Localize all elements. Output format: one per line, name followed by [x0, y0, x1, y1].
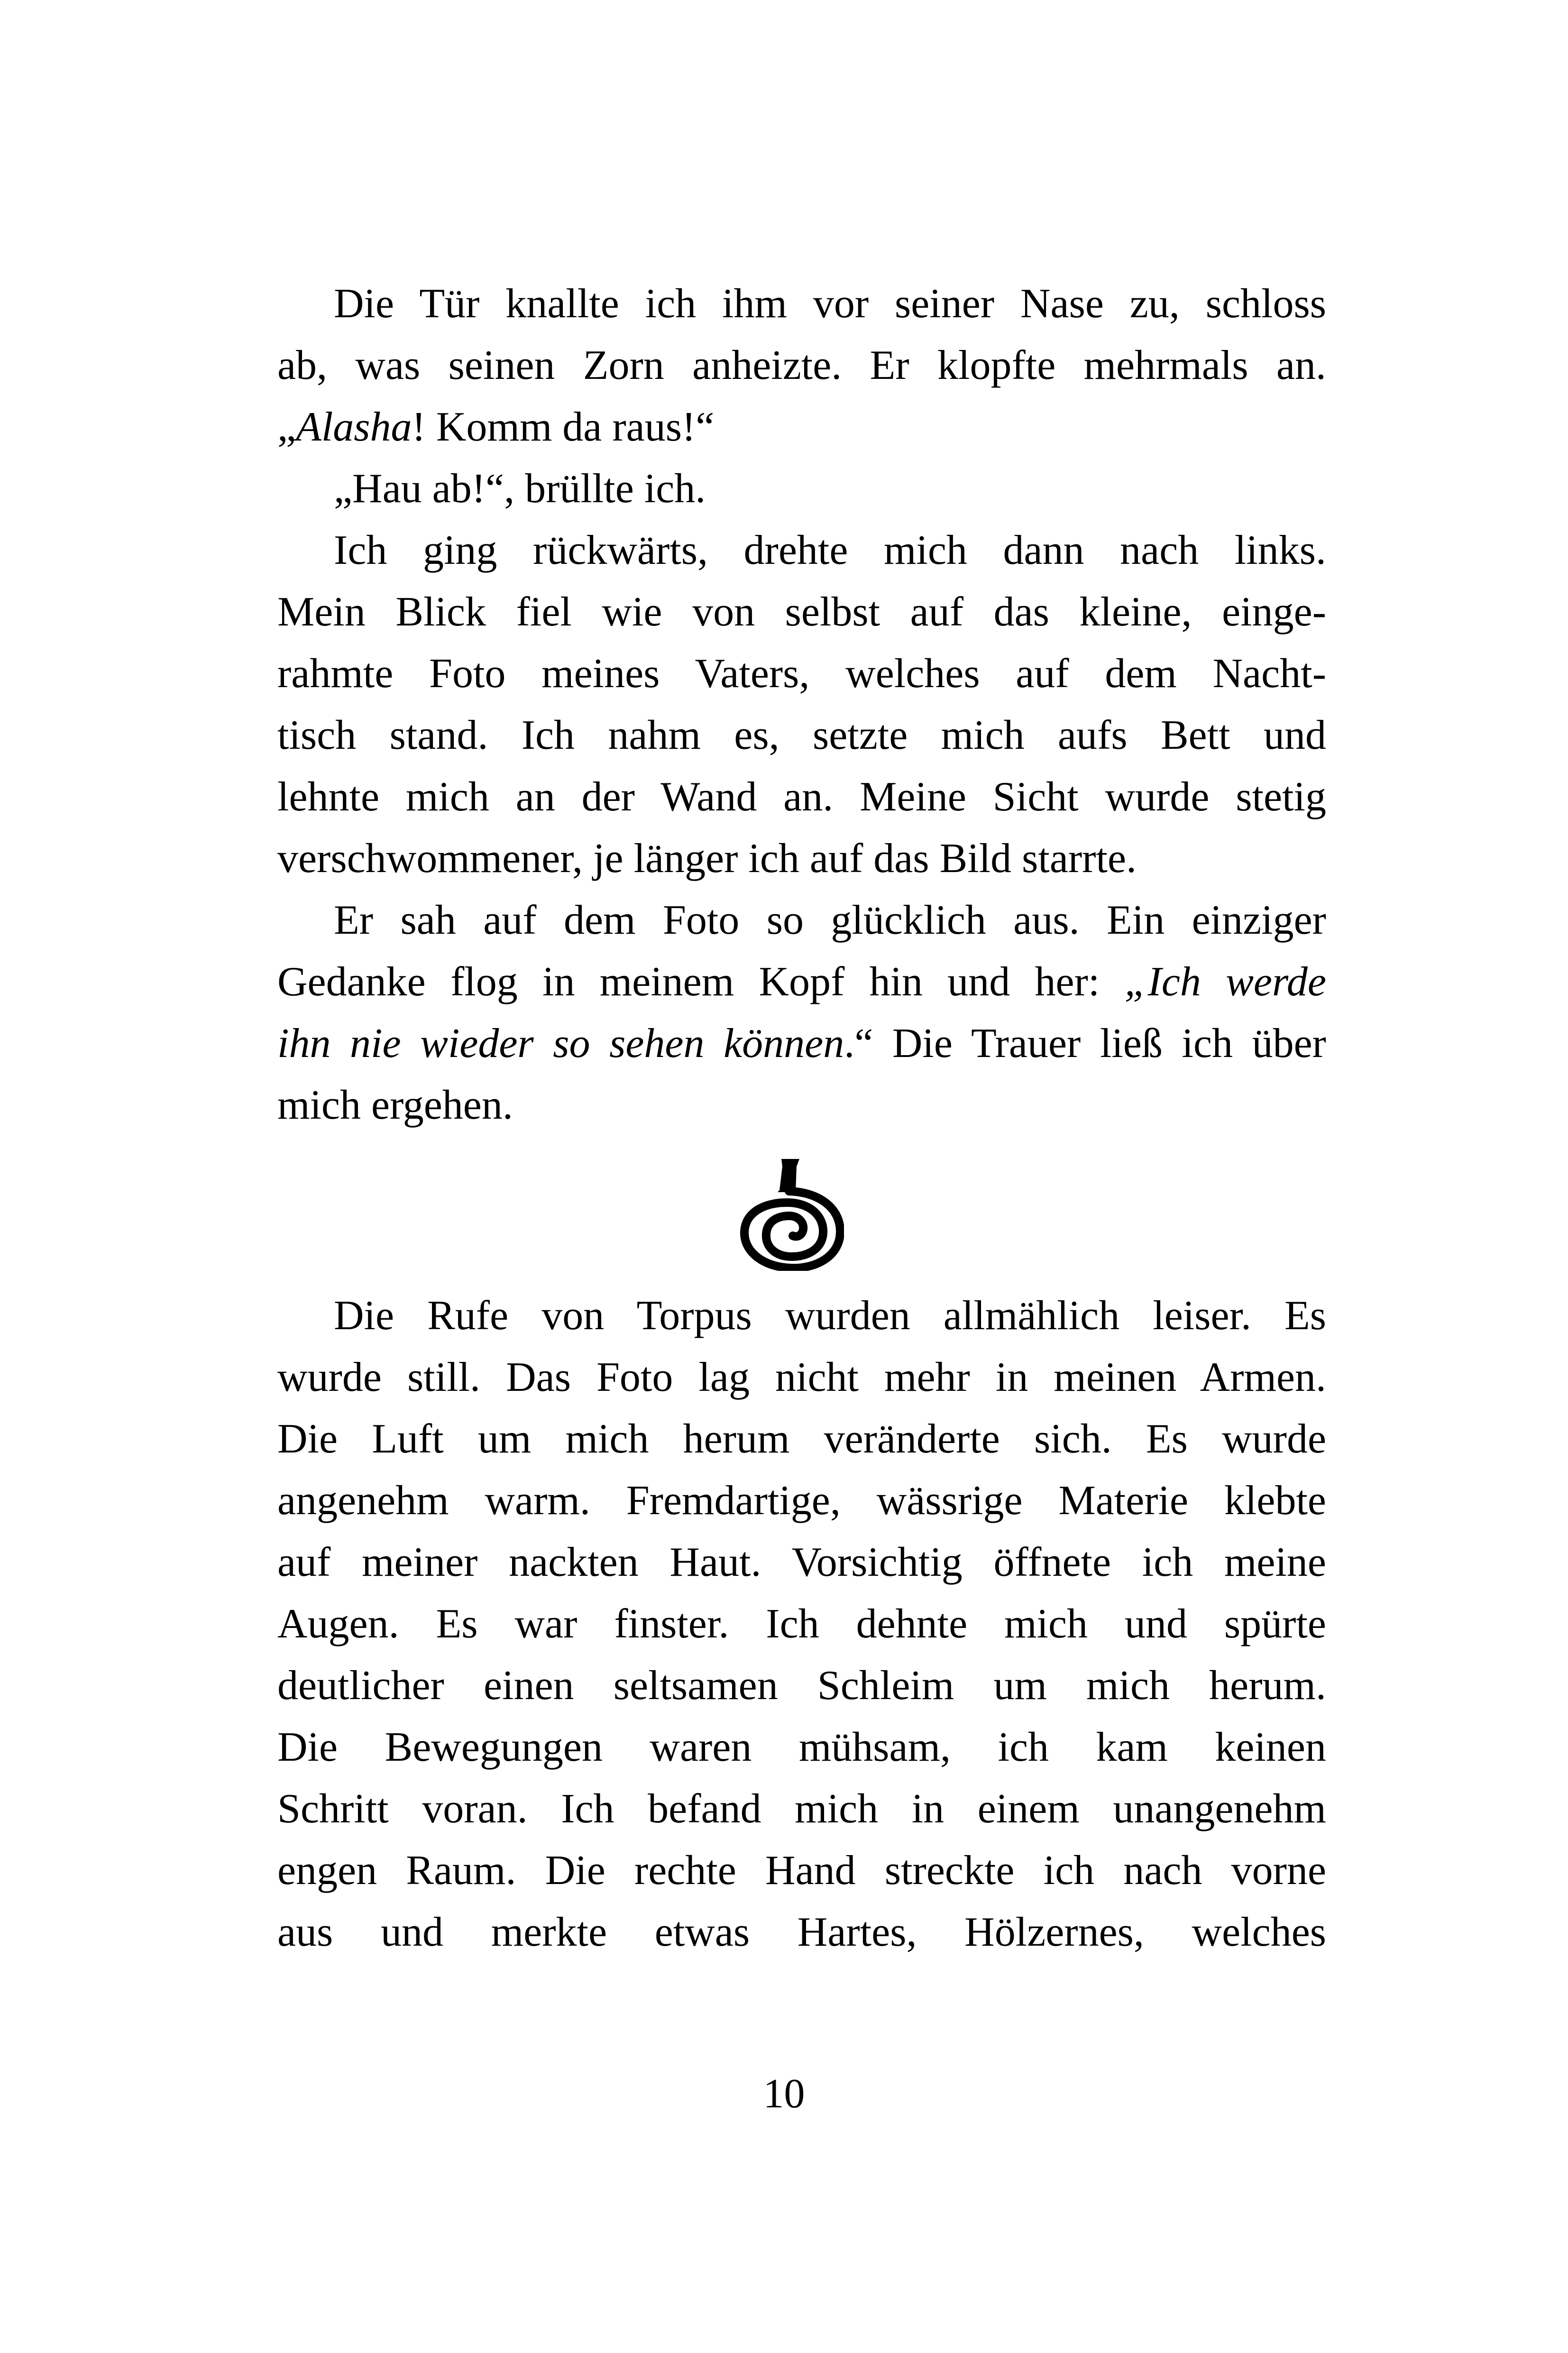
text-line: [277, 273, 1326, 335]
text-line: [277, 458, 1326, 520]
text-segment: Augen. Es war finster. Ich dehnte mich und spürte: [277, 1601, 1326, 1647]
text-segment: ab, was seinen Zorn anheizte. Er klopfte mehrmals an.: [277, 342, 1326, 388]
text-line: [277, 1532, 1326, 1593]
italic-text: ihn nie wieder so sehen können: [277, 1020, 844, 1066]
text-line: [277, 951, 1326, 1013]
italic-text: „Ich werde: [1124, 959, 1326, 1005]
page-number: 10: [763, 2071, 805, 2117]
spiral-ornament-icon: [740, 1157, 844, 1271]
text-segment: aus und merkte etwas Hartes, Hölzernes, welches: [277, 1909, 1326, 1955]
text-line: [277, 335, 1326, 396]
text-segment: lehnte mich an der Wand an. Meine Sicht wurde stetig: [277, 774, 1326, 820]
text-line: [277, 520, 1326, 581]
text-segment: „Hau ab!“, brüllte ich.: [334, 466, 706, 512]
text-segment: Die Luft um mich herum veränderte sich. Es wurde: [277, 1416, 1326, 1462]
text-line: [277, 1593, 1326, 1655]
text-segment: Er sah auf dem Foto so glücklich aus. Ein einziger: [334, 897, 1326, 943]
text-segment: auf meiner nackten Haut. Vorsichtig öffnete ich meine: [277, 1539, 1326, 1585]
text-line: [277, 1717, 1326, 1778]
text-segment: Mein Blick fiel wie von selbst auf das kleine, einge-: [277, 589, 1326, 635]
text-segment: Gedanke flog in meinem Kopf hin und her:: [277, 959, 1125, 1005]
text-line: [277, 396, 1326, 458]
italic-text: Alasha: [296, 404, 412, 450]
text-line: [277, 828, 1326, 890]
text-line: [277, 1075, 1326, 1136]
text-line: [277, 1902, 1326, 1963]
text-segment: Die Rufe von Torpus wurden allmählich leiser. Es: [334, 1293, 1326, 1339]
text-line: [277, 1013, 1326, 1075]
text-line: [277, 1840, 1326, 1902]
text-line: [277, 1470, 1326, 1532]
text-segment: ! Komm da raus!“: [412, 404, 715, 450]
text-segment: .“ Die Trauer ließ ich über: [844, 1020, 1326, 1066]
text-segment: engen Raum. Die rechte Hand streckte ich nach vorne: [277, 1847, 1326, 1893]
text-line: [277, 1285, 1326, 1347]
text-segment: wurde still. Das Foto lag nicht mehr in meinen Armen.: [277, 1354, 1326, 1400]
text-line: [277, 890, 1326, 951]
text-segment: „: [277, 404, 296, 450]
text-line: [277, 1408, 1326, 1470]
text-line: [277, 643, 1326, 705]
text-line: [277, 581, 1326, 643]
text-segment: mich ergehen.: [277, 1082, 513, 1128]
text-segment: angenehm warm. Fremdartige, wässrige Materie klebte: [277, 1478, 1326, 1524]
text-line: [277, 1347, 1326, 1408]
text-segment: deutlicher einen seltsamen Schleim um mich herum.: [277, 1663, 1326, 1709]
text-line: [277, 1655, 1326, 1717]
text-segment: tisch stand. Ich nahm es, setzte mich aufs Bett und: [277, 712, 1326, 758]
text-segment: Die Tür knallte ich ihm vor seiner Nase zu, schloss: [334, 281, 1326, 327]
text-segment: Die Bewegungen waren mühsam, ich kam keinen: [277, 1724, 1326, 1770]
text-line: [277, 766, 1326, 828]
text-segment: Schritt voran. Ich befand mich in einem unangenehm: [277, 1786, 1326, 1832]
text-segment: verschwommener, je länger ich auf das Bild starrte.: [277, 836, 1137, 882]
text-segment: rahmte Foto meines Vaters, welches auf dem Nacht-: [277, 651, 1326, 697]
text-segment: Ich ging rückwärts, drehte mich dann nach links.: [334, 527, 1326, 573]
text-line: [277, 705, 1326, 766]
text-line: [277, 1778, 1326, 1840]
